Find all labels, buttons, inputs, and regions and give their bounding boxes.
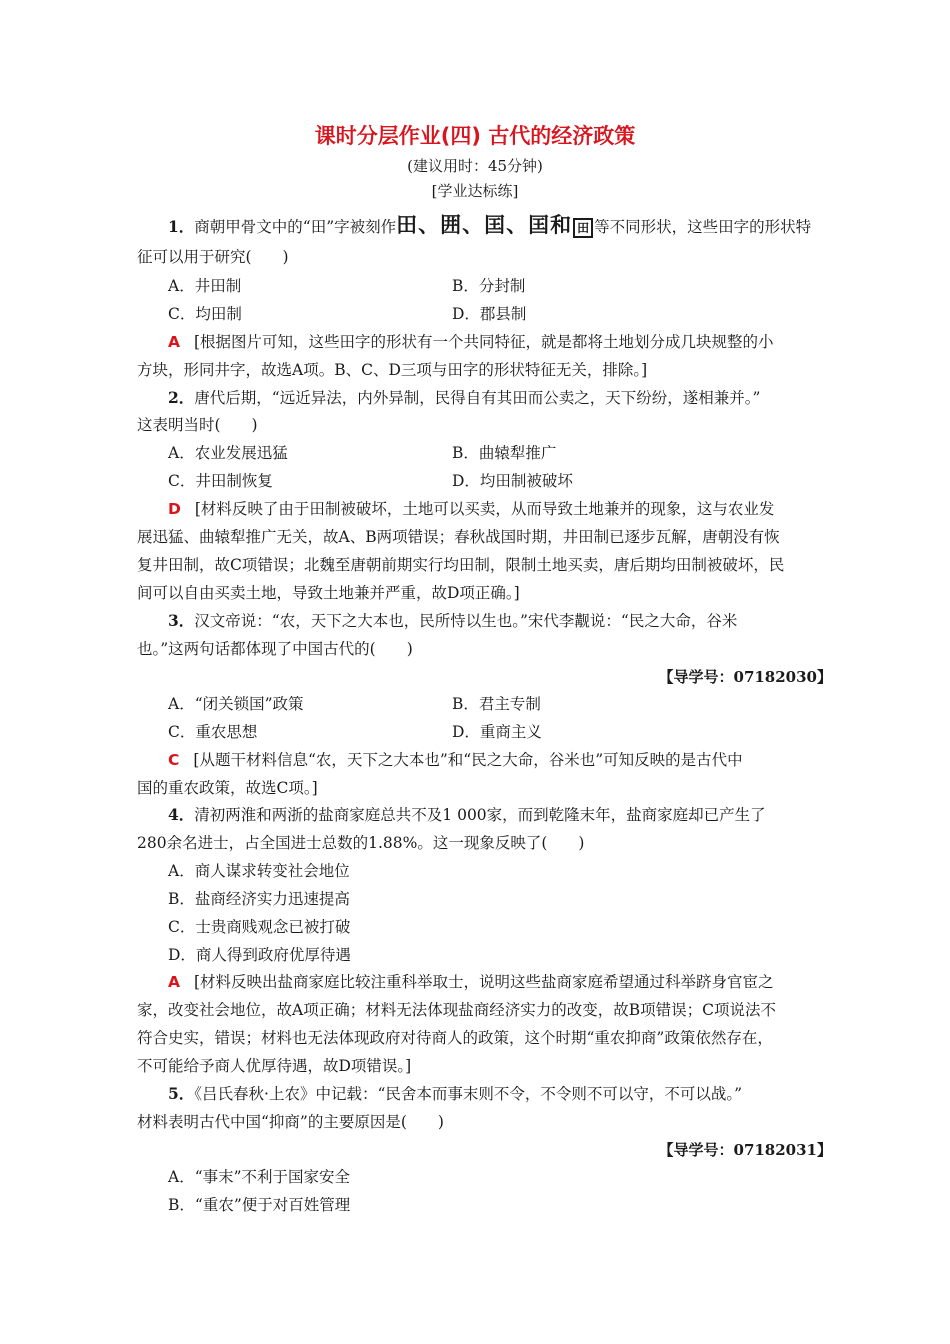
question-1-stem-line-1: 1．商朝甲骨文中的“田”字被刻作田、囲、囯、囯和 田 等不同形状，这些田字的形状特 bbox=[168, 213, 812, 237]
question-1-option-a[interactable]: A．井田制 bbox=[168, 277, 242, 295]
question-2-explanation-line-4: 间可以自由买卖土地，导致土地兼并严重，故D项正确。] bbox=[137, 584, 520, 602]
question-4-explanation-line-4: 不可能给予商人优厚待遇，故D项错误。] bbox=[137, 1057, 412, 1075]
question-3-option-d[interactable]: D．重商主义 bbox=[452, 723, 542, 741]
question-5-stem-line-1: 5．《吕氏春秋·上农》中记载：“民舍本而事末则不令，不令则不可以守，不可以战。” bbox=[168, 1084, 743, 1103]
question-3-stem-line-2: 也。”这两句话都体现了中国古代的( ) bbox=[137, 640, 413, 658]
suggested-time: (建议用时：45分钟) bbox=[407, 157, 543, 175]
question-1-answer: A bbox=[168, 333, 180, 351]
question-2-answer: D bbox=[168, 500, 181, 518]
question-3-option-b[interactable]: B．君主专制 bbox=[452, 695, 541, 713]
question-4-stem-line-1: 4．清初两淮和两浙的盐商家庭总共不及1 000家，而到乾隆末年，盐商家庭却已产生了 bbox=[168, 805, 766, 824]
question-1-option-b[interactable]: B．分封制 bbox=[452, 277, 526, 295]
question-4-option-c[interactable]: C．士贵商贱观念已被打破 bbox=[168, 918, 351, 936]
question-3-guide-number: 【导学号：07182030】 bbox=[658, 668, 832, 686]
question-1-option-c[interactable]: C．均田制 bbox=[168, 305, 242, 323]
question-2-explanation-line-2: 展迅猛、曲辕犁推广无关，故A、B两项错误；春秋战国时期，井田制已逐步瓦解，唐朝没有恢 bbox=[137, 528, 780, 546]
question-3-stem-line-1: 3．汉文帝说：“农，天下之大本也，民所恃以生也。”宋代李觏说：“民之大命，谷米 bbox=[168, 611, 738, 630]
page-title: 课时分层作业(四) 古代的经济政策 bbox=[314, 124, 636, 148]
question-5-guide-number: 【导学号：07182031】 bbox=[658, 1141, 832, 1159]
question-5-option-b[interactable]: B．“重农”便于对百姓管理 bbox=[168, 1196, 351, 1214]
question-2-option-a[interactable]: A．农业发展迅猛 bbox=[168, 444, 288, 462]
section-label: [学业达标练] bbox=[431, 182, 519, 200]
question-1-stem-line-2: 征可以用于研究( ) bbox=[137, 248, 289, 266]
question-3-option-c[interactable]: C．重农思想 bbox=[168, 723, 258, 741]
question-2-stem-line-1: 2．唐代后期，“远近异法，内外异制，民得自有其田而公卖之，天下纷纷，遂相兼并。” bbox=[168, 388, 761, 407]
question-1-explanation-line-1: A [根据图片可知，这些田字的形状有一个共同特征，就是都将土地划分成几块规整的小 bbox=[168, 333, 774, 351]
question-2-explanation-line-3: 复井田制，故C项错误；北魏至唐朝前期实行均田制，限制土地买卖，唐后期均田制被破坏，民 bbox=[137, 556, 785, 574]
question-2-option-d[interactable]: D．均田制被破坏 bbox=[452, 472, 573, 490]
question-4-option-d[interactable]: D．商人得到政府优厚待遇 bbox=[168, 946, 351, 964]
question-4-explanation-line-2: 家，改变社会地位，故A项正确；材料无法体现盐商经济实力的改变，故B项错误；C项说法不 bbox=[137, 1001, 776, 1019]
question-1-explanation-line-2: 方块，形同井字，故选A项。B、C、D三项与田字的形状特征无关，排除。] bbox=[137, 361, 648, 379]
tian-glyph-variants: 田、囲、囯、囯和 bbox=[396, 213, 573, 237]
question-5-stem-line-2: 材料表明古代中国“抑商”的主要原因是( ) bbox=[137, 1113, 444, 1131]
question-4-explanation-line-3: 符合史实，错误；材料也无法体现政府对待商人的政策，这个时期“重农抑商”政策依然存在， bbox=[137, 1029, 773, 1047]
question-3-explanation-line-1: C [从题干材料信息“农，天下之大本也”和“民之大命，谷米也”可知反映的是古代中 bbox=[168, 751, 743, 769]
question-4-answer: A bbox=[168, 973, 180, 991]
question-5-option-a[interactable]: A．“事末”不利于国家安全 bbox=[168, 1168, 351, 1186]
question-3-explanation-line-2: 国的重农政策，故选C项。] bbox=[137, 779, 318, 797]
question-3-option-a[interactable]: A．“闭关锁国”政策 bbox=[168, 695, 304, 713]
tian-glyph-last: 田 bbox=[573, 218, 593, 238]
question-1-option-d[interactable]: D．郡县制 bbox=[452, 305, 527, 323]
question-2-explanation-line-1: D [材料反映了由于田制被破坏，土地可以买卖，从而导致土地兼并的现象，这与农业发 bbox=[168, 500, 775, 518]
question-2-option-c[interactable]: C．井田制恢复 bbox=[168, 472, 273, 490]
question-4-option-a[interactable]: A．商人谋求转变社会地位 bbox=[168, 862, 350, 880]
question-4-option-b[interactable]: B．盐商经济实力迅速提高 bbox=[168, 890, 350, 908]
question-2-option-b[interactable]: B．曲辕犁推广 bbox=[452, 444, 557, 462]
question-4-explanation-line-1: A [材料反映出盐商家庭比较注重科举取士，说明这些盐商家庭希望通过科举跻身官宦之 bbox=[168, 973, 774, 991]
question-4-stem-line-2: 280余名进士，占全国进士总数的1.88%。这一现象反映了( ) bbox=[137, 834, 585, 852]
question-3-answer: C bbox=[168, 751, 180, 769]
question-2-stem-line-2: 这表明当时( ) bbox=[137, 416, 258, 434]
